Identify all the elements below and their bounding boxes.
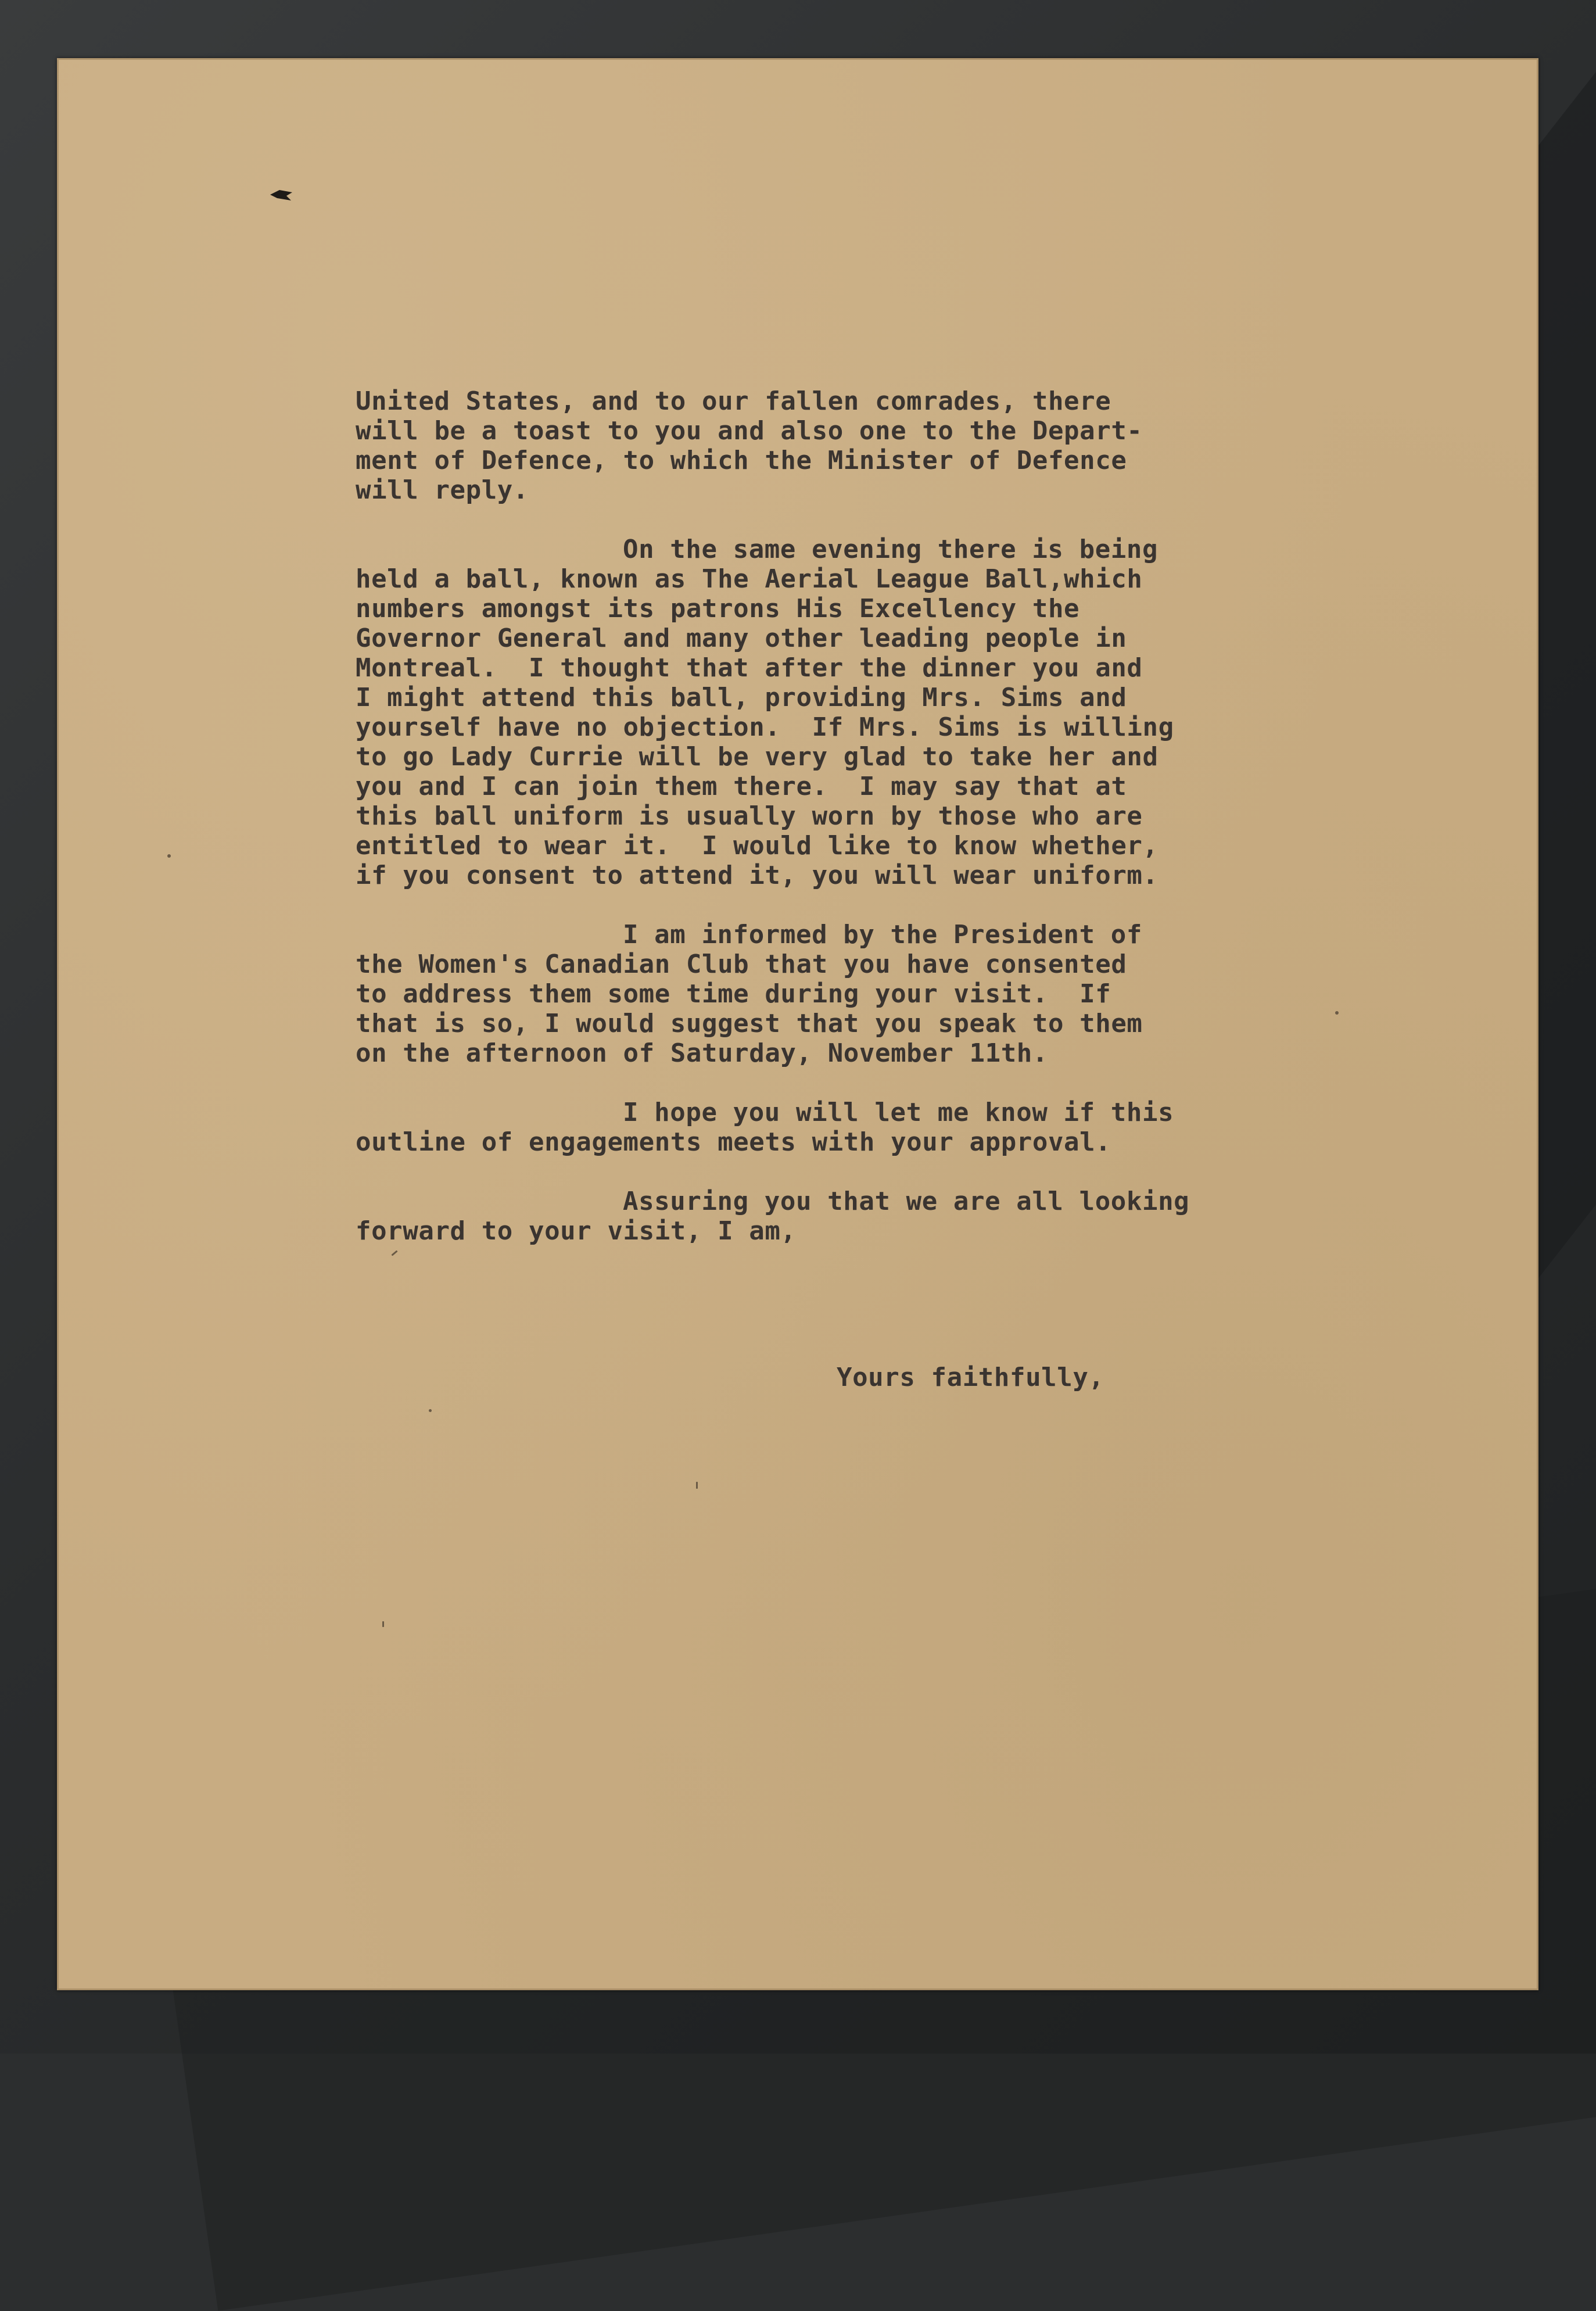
text-line: United States, and to our fallen comrades, there	[356, 386, 1111, 416]
paper-speck	[382, 1621, 384, 1627]
text-line: will reply.	[356, 475, 529, 505]
paragraph-4	[356, 1098, 1390, 1157]
paragraph-1	[356, 386, 1390, 505]
text-line: that is so, I would suggest that you speak to them	[356, 1009, 1143, 1038]
text-line: ment of Defence, to which the Minister of Defence	[356, 446, 1127, 475]
text-line: forward to your visit, I am,	[356, 1216, 797, 1246]
text-line: if you consent to attend it, you will wear uniform.	[356, 861, 1159, 890]
text-line: Governor General and many other leading people in	[356, 624, 1127, 653]
text-line: the Women's Canadian Club that you have consented	[356, 950, 1127, 979]
text-line: to address them some time during your visit. If	[356, 979, 1111, 1009]
paper-speck	[696, 1482, 698, 1489]
text-line: I am informed by the President of	[623, 920, 1142, 950]
paragraph-3	[356, 920, 1390, 1068]
letter-body	[356, 386, 1390, 1275]
text-line: numbers amongst its patrons His Excellency the	[356, 594, 1080, 624]
text-line: will be a toast to you and also one to the Depart-	[356, 416, 1143, 446]
text-line: On the same evening there is being	[623, 535, 1159, 564]
text-line: held a ball, known as The Aerial League Ball,which	[356, 564, 1143, 594]
text-line: I might attend this ball, providing Mrs. Sims and	[356, 683, 1127, 712]
text-line: to go Lady Currie will be very glad to take her and	[356, 742, 1159, 772]
text-line: I hope you will let me know if this	[623, 1098, 1174, 1127]
text-line: yourself have no objection. If Mrs. Sims is willing	[356, 712, 1174, 742]
tear-mark-icon	[269, 189, 293, 202]
text-line: entitled to wear it. I would like to know whether,	[356, 831, 1159, 861]
paper-speck	[167, 854, 171, 858]
paragraph-5	[356, 1187, 1390, 1246]
text-line: on the afternoon of Saturday, November 11th.	[356, 1038, 1048, 1068]
text-line: outline of engagements meets with your approval.	[356, 1127, 1111, 1157]
text-line: you and I can join them there. I may say that at	[356, 772, 1127, 801]
paper-speck	[429, 1409, 432, 1412]
text-line: Montreal. I thought that after the dinner you and	[356, 653, 1143, 683]
closing-salutation: Yours faithfully,	[837, 1363, 1104, 1392]
text-line: Assuring you that we are all looking	[623, 1187, 1190, 1216]
paragraph-2	[356, 535, 1390, 890]
text-line: this ball uniform is usually worn by those who are	[356, 801, 1143, 831]
